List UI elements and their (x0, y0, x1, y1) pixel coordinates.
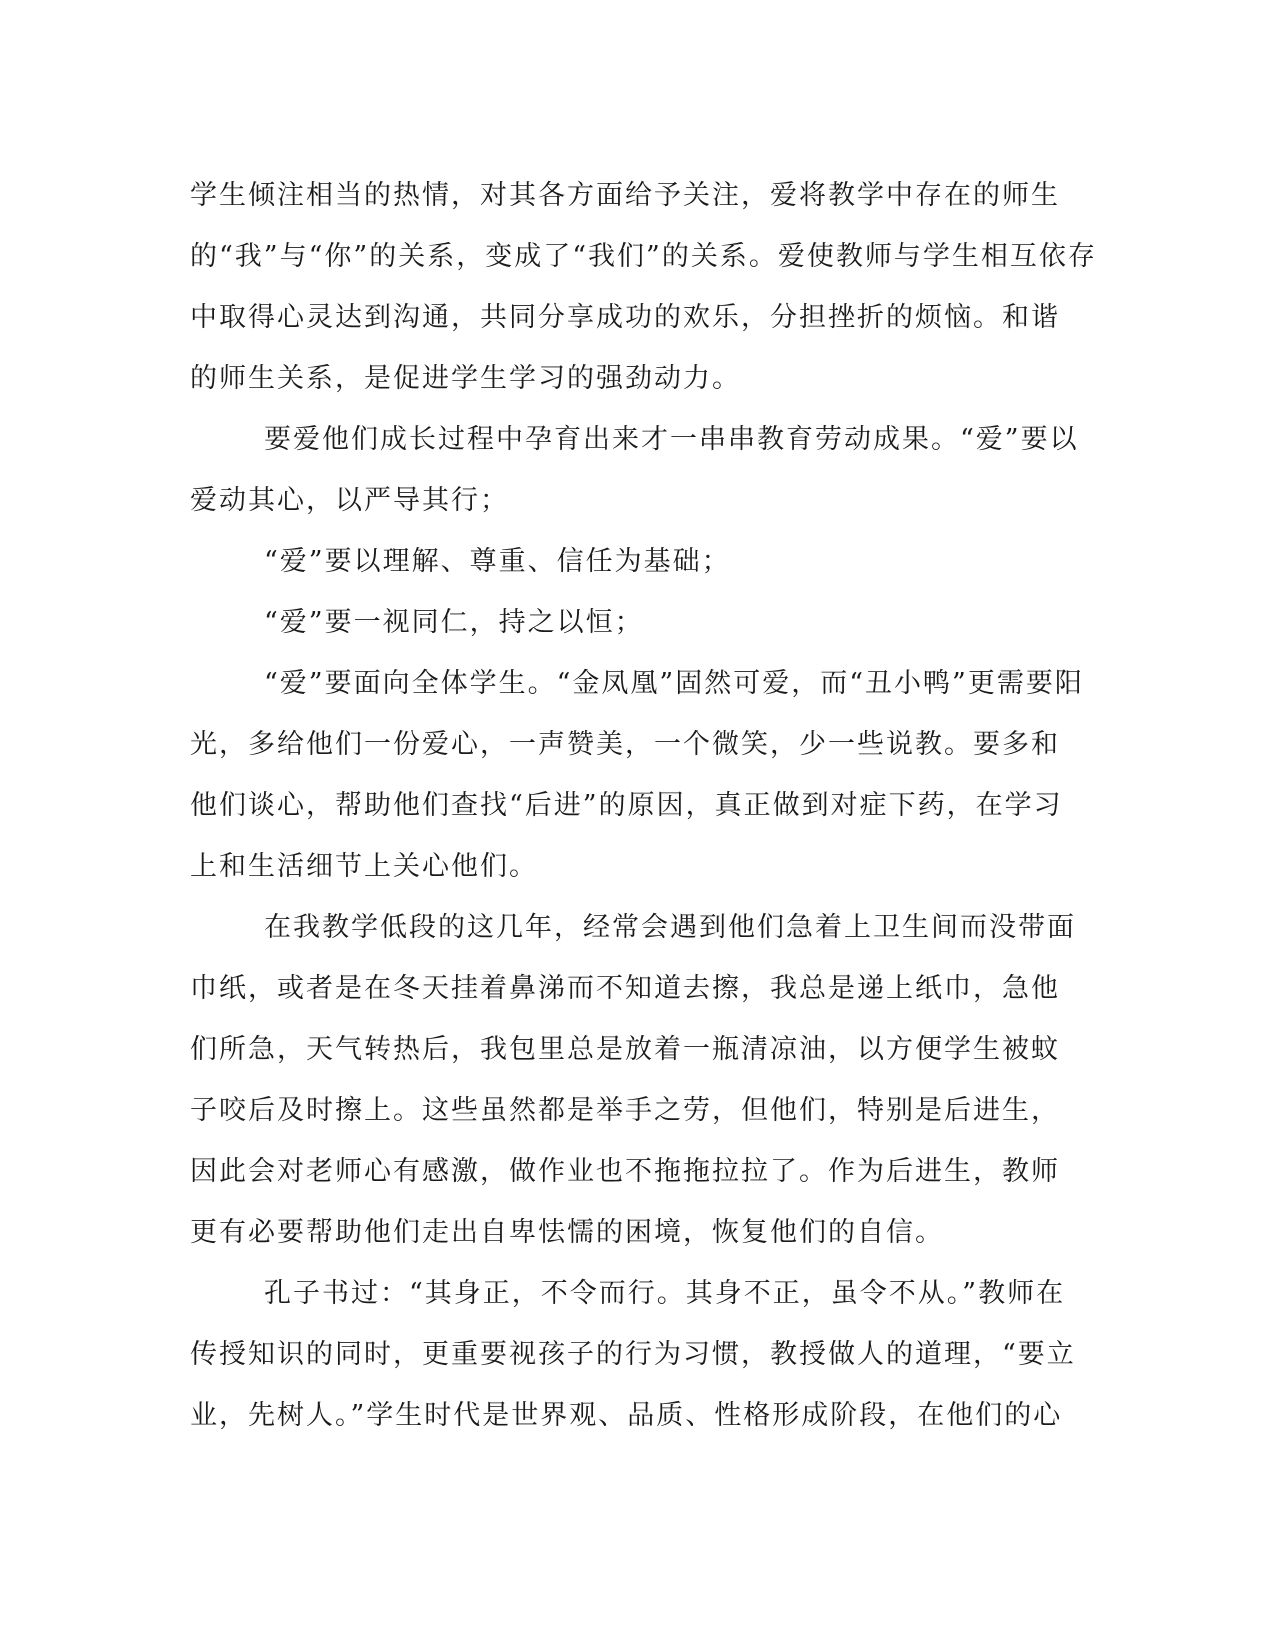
text-line: 巾纸，或者是在冬天挂着鼻涕而不知道去擦，我总是递上纸巾，急他 (190, 973, 1060, 1004)
text-line: 因此会对老师心有感激，做作业也不拖拖拉拉了。作为后进生，教师 (190, 1156, 1060, 1187)
text-line: 的师生关系，是促进学生学习的强劲动力。 (190, 363, 741, 394)
text-line: 更有必要帮助他们走出自卑怯懦的困境，恢复他们的自信。 (190, 1217, 944, 1248)
text-line: “爱”要面向全体学生。“金凤凰”固然可爱，而“丑小鸭”更需要阳 (264, 668, 1084, 699)
text-line: 要爱他们成长过程中孕育出来才一串串教育劳动成果。“爱”要以 (264, 424, 1079, 455)
text-line: 在我教学低段的这几年，经常会遇到他们急着上卫生间而没带面 (264, 912, 1076, 943)
text-line: 们所急，天气转热后，我包里总是放着一瓶清凉油，以方便学生被蚊 (190, 1034, 1060, 1065)
text-line: 的“我”与“你”的关系，变成了“我们”的关系。爱使教师与学生相互依存 (190, 241, 1097, 272)
body-text (190, 165, 1097, 1446)
paragraph (190, 1263, 1076, 1446)
text-line: “爱”要以理解、尊重、信任为基础； (264, 546, 731, 577)
text-line: 中取得心灵达到沟通，共同分享成功的欢乐，分担挫折的烦恼。和谐 (190, 302, 1060, 333)
paragraph (190, 165, 1097, 409)
text-line: 学生倾注相当的热情，对其各方面给予关注，爱将教学中存在的师生 (190, 180, 1060, 211)
text-line: 光，多给他们一份爱心，一声赞美，一个微笑，少一些说教。要多和 (190, 729, 1060, 760)
paragraph (190, 531, 1070, 592)
text-line: 孔子书过：“其身正，不令而行。其身不正，虽令不从。”教师在 (264, 1278, 1066, 1309)
text-line: 他们谈心，帮助他们查找“后进”的原因，真正做到对症下药，在学习 (190, 790, 1063, 821)
paragraph (190, 897, 1076, 1263)
paragraph (190, 409, 1079, 531)
text-line: 业，先树人。”学生时代是世界观、品质、性格形成阶段，在他们的心 (190, 1400, 1063, 1431)
text-line: 传授知识的同时，更重要视孩子的行为习惯，教授做人的道理，“要立 (190, 1339, 1076, 1370)
text-line: 爱动其心，以严导其行； (190, 485, 509, 516)
text-line: “爱”要一视同仁，持之以恒； (264, 607, 644, 638)
paragraph (190, 592, 1070, 653)
paragraph (190, 653, 1084, 897)
text-line: 上和生活细节上关心他们。 (190, 851, 538, 882)
text-line: 子咬后及时擦上。这些虽然都是举手之劳，但他们，特别是后进生， (190, 1095, 1060, 1126)
